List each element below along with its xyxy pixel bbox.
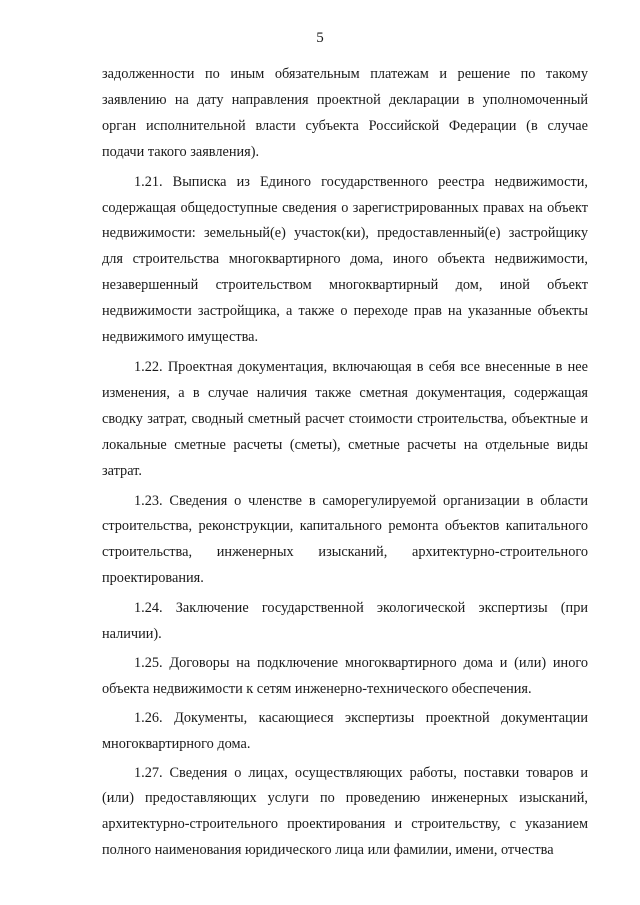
paragraph-1-22: 1.22. Проектная документация, включающая в себя все внесенные в нее изменения, а в случае наличия также сметная документация, содержащая сводку затрат, сводный сметный расчет стоимости строительства, объектные и локальные сметные расчеты (сметы), сметные расчеты на отдельные виды затрат. (102, 358, 588, 479)
paragraph-1-25: 1.25. Договоры на подключение многоквартирного дома и (или) иного объекта недвижимости к сетям инженерно-технического обеспечения. (102, 654, 588, 697)
paragraph-continuation: задолженности по иным обязательным платежам и решение по такому заявлению на дату направления проектной декларации в уполномоченный орган исполнительной власти субъекта Российской Федерации (в случае подачи такого заявления). (102, 66, 588, 160)
document-body (102, 62, 588, 868)
paragraph-1-26: 1.26. Документы, касающиеся экспертизы проектной документации многоквартирного дома. (102, 709, 588, 752)
paragraph-1-24: 1.24. Заключение государственной экологической экспертизы (при наличии). (102, 600, 588, 643)
paragraph-1-21: 1.21. Выписка из Единого государственного реестра недвижимости, содержащая общедоступные сведения о зарегистрированных правах на объект недвижимости: земельный(е) участок(ки), предоставленный(е) застройщику для строительства многоквартирного дома, иного объекта недвижимости, незавершенный строительством многоквартирный дом, иной объект недвижимости застройщика, а также о переходе прав на указанные объекты недвижимого имущества. (102, 173, 588, 346)
paragraph-1-27: 1.27. Сведения о лицах, осуществляющих работы, поставки товаров и (или) предоставляющих услуги по проведению инженерных изысканий, архитектурно-строительного проектирования и строительству, с указанием полного наименования юридического лица или фамилии, имени, отчества (102, 764, 588, 859)
paragraph-1-23: 1.23. Сведения о членстве в саморегулируемой организации в области строительства, реконструкции, капитального ремонта объектов капитального строительства, инженерных изысканий, архитектурно-строительного проектирования. (102, 492, 588, 587)
page-number: 5 (316, 30, 324, 46)
